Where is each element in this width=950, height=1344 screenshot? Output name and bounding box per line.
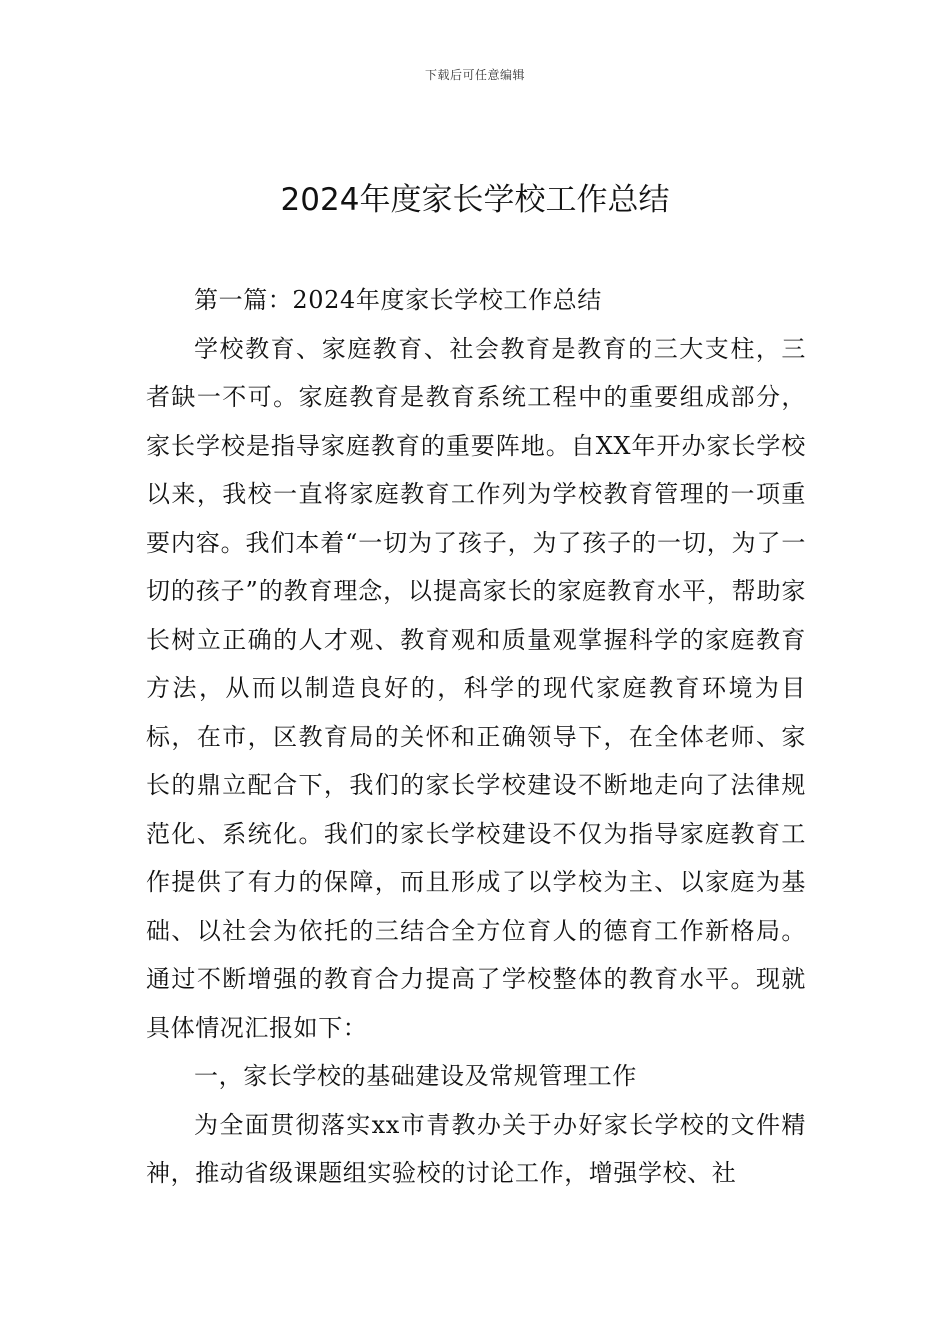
header-note: 下载后可任意编辑 [424,68,525,82]
document-body [146,276,806,1198]
section-heading-part-one: 第一篇：2024年度家长学校工作总结 [194,286,602,314]
body-paragraph: 学校教育、家庭教育、社会教育是教育的三大支柱，三者缺一不可。家庭教育是教育系统工程中的重要组成部分，家长学校是指导家庭教育的重要阵地。自XX年开办家长学校以来，我校一直将家庭教育工作列为学校教育管理的一项重要内容。我们本着“一切为了孩子，为了孩子的一切，为了一切的孩子”的教育理念，以提高家长的家庭教育水平，帮助家长树立正确的人才观、教育观和质量观掌握科学的家庭教育方法，从而以制造良好的，科学的现代家庭教育环境为目标，在市，区教育局的关怀和正确领导下，在全体老师、家长的鼎立配合下，我们的家长学校建设不断地走向了法律规范化、系统化。我们的家长学校建设不仅为指导家庭教育工作提供了有力的保障，而且形成了以学校为主、以家庭为基础、以社会为依托的三结合全方位育人的德育工作新格局。通过不断增强的教育合力提高了学校整体的教育水平。现就具体情况汇报如下： [146,334,806,1042]
body-paragraph: 为全面贯彻落实xx市青教办关于办好家长学校的文件精神，推动省级课题组实验校的讨论工作，增强学校、社 [146,1110,806,1187]
section-heading-basic-construction: 一，家长学校的基础建设及常规管理工作 [194,1062,637,1090]
document-title: 2024年度家长学校工作总结 [280,182,670,218]
